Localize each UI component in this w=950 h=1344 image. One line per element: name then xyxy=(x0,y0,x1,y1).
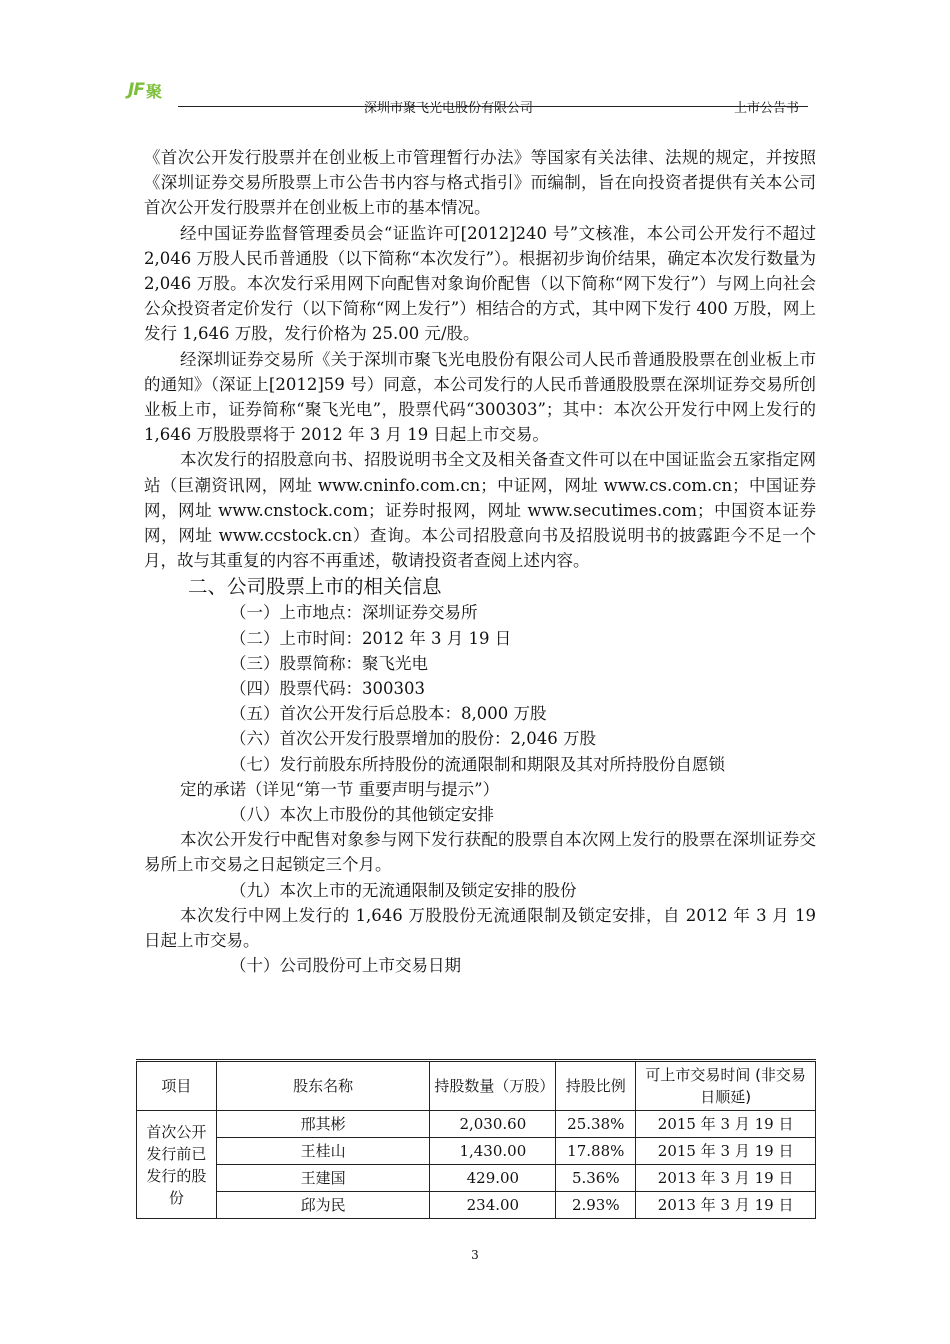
holder-ratio: 5.36% xyxy=(556,1165,636,1192)
header-company: 深圳市聚飞光电股份有限公司 xyxy=(364,101,534,116)
logo-text: JF xyxy=(128,80,144,100)
header-trade-date: 可上市交易时间 (非交易日顺延) xyxy=(636,1061,816,1111)
group-label: 首次公开发行前已发行的股份 xyxy=(137,1111,217,1219)
shareholding-table xyxy=(136,1059,816,1219)
holder-name: 王建国 xyxy=(216,1165,430,1192)
table-row xyxy=(137,1192,816,1219)
table-header-row xyxy=(137,1061,816,1111)
header-shares: 持股数量（万股） xyxy=(430,1061,556,1111)
section-title: 二、公司股票上市的相关信息 xyxy=(188,575,442,599)
item-stock-abbr: （三）股票简称：聚飞光电 xyxy=(230,653,428,673)
paragraph-approval: 经中国证券监督管理委员会“证监许可[2012]240 号”文核准，本公司公开发行不超过 2,046 万股人民币普通股（以下简称“本次发行”）。根据初步询价结果，确定本次发行数量为 2,046 万股。本次发行采用网下向配售对象询价配售（以下简称“网下发行”）与网上向社会公众投资者定价发行（以下简称“网上发行”）相结合的方式，其中网下发行 400 万股，网上发行 1,646 万股，发行价格为 25.00 元/股。 xyxy=(144,223,816,344)
table-row xyxy=(137,1165,816,1192)
holder-ratio: 17.88% xyxy=(556,1138,636,1165)
holder-date: 2013 年 3 月 19 日 xyxy=(636,1165,816,1192)
header-doc-type: 上市公告书 xyxy=(734,101,800,116)
holder-shares: 234.00 xyxy=(430,1192,556,1219)
item-restriction-title: （七）发行前股东所持股份的流通限制和期限及其对所持股份自愿锁 xyxy=(230,754,725,774)
holder-date: 2015 年 3 月 19 日 xyxy=(636,1138,816,1165)
page-number: 3 xyxy=(471,1248,479,1262)
holder-name: 邱为民 xyxy=(216,1192,430,1219)
paragraph-disclosure: 本次发行的招股意向书、招股说明书全文及相关备查文件可以在中国证监会五家指定网站（巨潮资讯网，网址 www.cninfo.com.cn；中证网，网址 www.cs.com.cn；中国证券网，网址 www.cnstock.com；证券时报网，网址 www.secutimes.com；中国资本证券网，网址 www.ccstock.cn）查询。本公司招股意向书及招股说明书的披露距今不足一个月，故与其重复的内容不再重述，敬请投资者查阅上述内容。 xyxy=(144,450,816,571)
item-stock-code: （四）股票代码：300303 xyxy=(230,679,425,699)
item-listing-date: （二）上市时间：2012 年 3 月 19 日 xyxy=(230,628,512,648)
item-free-shares-title: （九）本次上市的无流通限制及锁定安排的股份 xyxy=(230,880,577,900)
item-lockup-body: 本次公开发行中配售对象参与网下发行获配的股票自本次网上发行的股票在深圳证券交易所上市交易之日起锁定三个月。 xyxy=(144,830,816,875)
header-divider xyxy=(178,106,808,107)
paragraph-legal-basis: 《首次公开发行股票并在创业板上市管理暂行办法》等国家有关法律、法规的规定，并按照《深圳证券交易所股票上市公告书内容与格式指引》而编制，旨在向投资者提供有关本公司首次公开发行股票并在创业板上市的基本情况。 xyxy=(144,148,816,218)
logo-mark: 聚 xyxy=(145,81,162,101)
item-new-shares: （六）首次公开发行股票增加的股份：2,046 万股 xyxy=(230,729,596,749)
holder-ratio: 25.38% xyxy=(556,1111,636,1138)
item-listing-place: （一）上市地点：深圳证券交易所 xyxy=(230,603,478,623)
header-item: 项目 xyxy=(137,1061,217,1111)
holder-shares: 2,030.60 xyxy=(430,1111,556,1138)
item-lockup-title: （八）本次上市股份的其他锁定安排 xyxy=(230,805,494,825)
holder-ratio: 2.93% xyxy=(556,1192,636,1219)
item-trade-dates-title: （十）公司股份可上市交易日期 xyxy=(230,956,461,976)
header-ratio: 持股比例 xyxy=(556,1061,636,1111)
holder-name: 王桂山 xyxy=(216,1138,430,1165)
header-holder: 股东名称 xyxy=(216,1061,430,1111)
document-body xyxy=(144,145,816,979)
company-logo xyxy=(128,80,188,100)
paragraph-listing-notice: 经深圳证券交易所《关于深圳市聚飞光电股份有限公司人民币普通股股票在创业板上市的通知》（深证上[2012]59 号）同意，本公司发行的人民币普通股股票在深圳证券交易所创业板上市，证券简称“聚飞光电”，股票代码“300303”；其中：本次公开发行中网上发行的 1,646 万股股票将于 2012 年 3 月 19 日起上市交易。 xyxy=(144,349,816,445)
item-free-shares-body: 本次发行中网上发行的 1,646 万股股份无流通限制及锁定安排，自 2012 年 3 月 19 日起上市交易。 xyxy=(144,905,816,951)
table-row xyxy=(137,1138,816,1165)
item-restriction-cont: 定的承诺（详见“第一节 重要声明与提示”） xyxy=(180,779,500,799)
table-row xyxy=(137,1111,816,1138)
holder-date: 2013 年 3 月 19 日 xyxy=(636,1192,816,1219)
item-total-shares: （五）首次公开发行后总股本：8,000 万股 xyxy=(230,704,547,724)
holder-shares: 429.00 xyxy=(430,1165,556,1192)
holder-date: 2015 年 3 月 19 日 xyxy=(636,1111,816,1138)
holder-shares: 1,430.00 xyxy=(430,1138,556,1165)
holder-name: 邢其彬 xyxy=(216,1111,430,1138)
